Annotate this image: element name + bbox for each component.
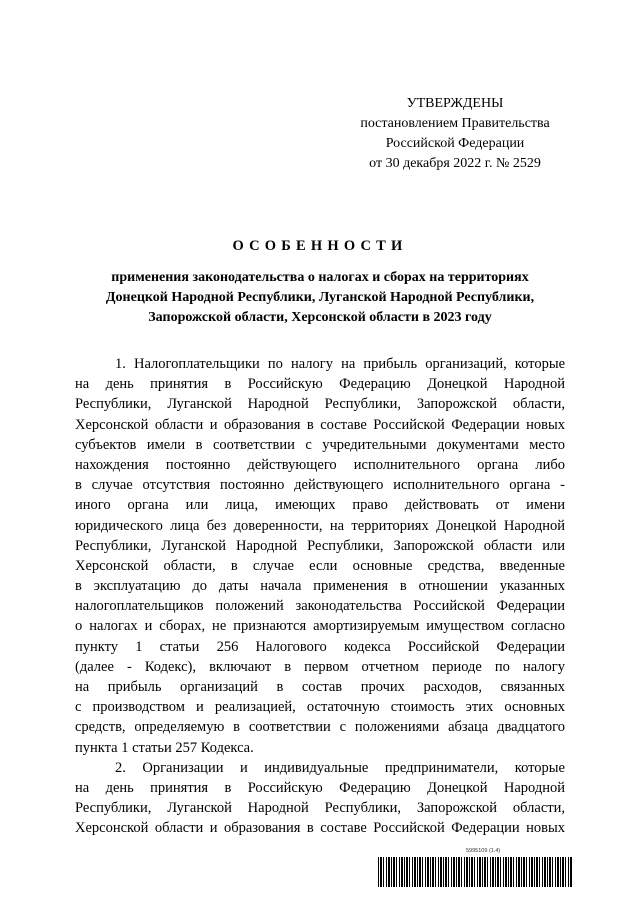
approval-title: УТВЕРЖДЕНЫ [406, 96, 504, 111]
paragraph-1-line: нахождения постоянно действующего исполнительного органа либо [75, 456, 565, 473]
paragraph-1-line: на прибыль организаций в состав прочих расходов, связанных [75, 679, 565, 695]
paragraph-2-line: 2. Организации и индивидуальные предприниматели, которые [115, 759, 565, 776]
document-stamp-number: 5995109 (1.4) [466, 848, 501, 854]
paragraph-1-line: Республики, Луганской Народной Республики, Запорожской области, [75, 396, 565, 413]
paragraph-1-line: о налогах и сборах, не признаются амортизируемым имуществом согласно [75, 618, 565, 635]
paragraph-2-line: Херсонской области и образования в составе Российской Федерации новых [75, 820, 565, 837]
paragraph-2-line: на день принятия в Российскую Федерацию Донецкой Народной [75, 779, 565, 796]
paragraph-1-line: иного органа или лица, имеющих право действовать от имени [75, 497, 565, 514]
paragraph-1-line: субъектов имели в соответствии с учредительными документами место [75, 436, 565, 453]
document-title: ОСОБЕННОСТИ [232, 238, 408, 254]
document-subtitle [60, 268, 580, 328]
approval-authority-line: Российской Федерации [385, 136, 525, 151]
subtitle-line: Запорожской области, Херсонской области в 2023 году [148, 310, 492, 325]
barcode-image [378, 857, 572, 887]
paragraph-1-line: пункта 1 статьи 257 Кодекса. [75, 739, 254, 756]
paragraph-1-line: средств, определяемую в соответствии с положениями абзаца двадцатого [75, 719, 565, 736]
paragraph-1-line: в эксплуатацию до даты начала применения в отношении указанных [75, 578, 565, 595]
paragraph-1-line: в случае отсутствия постоянно действующего исполнительного органа - [75, 477, 565, 494]
paragraph-1-line: пункту 1 статьи 256 Налогового кодекса Российской Федерации [75, 638, 565, 655]
paragraph-1-line: юридического лица без доверенности, на территориях Донецкой Народной [75, 517, 565, 534]
paragraph-1-line: с производством и реализацией, остаточную стоимость этих основных [75, 699, 565, 716]
approval-date-line: от 30 декабря 2022 г. № 2529 [369, 156, 541, 171]
subtitle-line: применения законодательства о налогах и сборах на территориях [111, 270, 529, 285]
paragraph-1-line: (далее - Кодекс), включают в первом отчетном периоде по налогу [75, 658, 565, 675]
paragraph-1-line: на день принятия в Российскую Федерацию Донецкой Народной [75, 376, 565, 393]
subtitle-line: Донецкой Народной Республики, Луганской Народной Республики, [105, 290, 535, 305]
approval-block [330, 94, 580, 174]
paragraph-2-line: Республики, Луганской Народной Республики, Запорожской области, [75, 800, 565, 817]
paragraph-1-line: Херсонской области, в случае если основные средства, введенные [75, 557, 565, 574]
paragraph-1-line: 1. Налогоплательщики по налогу на прибыль организаций, которые [115, 356, 565, 372]
document-body [75, 354, 565, 839]
paragraph-1-line: Республики, Луганской Народной Республики, Запорожской области или [75, 537, 565, 554]
paragraph-1-line: Херсонской области и образования в составе Российской Федерации новых [75, 416, 565, 433]
paragraph-1-line: налогоплательщиков положений законодательства Российской Федерации [75, 598, 565, 615]
approval-decree-line: постановлением Правительства [360, 116, 550, 131]
